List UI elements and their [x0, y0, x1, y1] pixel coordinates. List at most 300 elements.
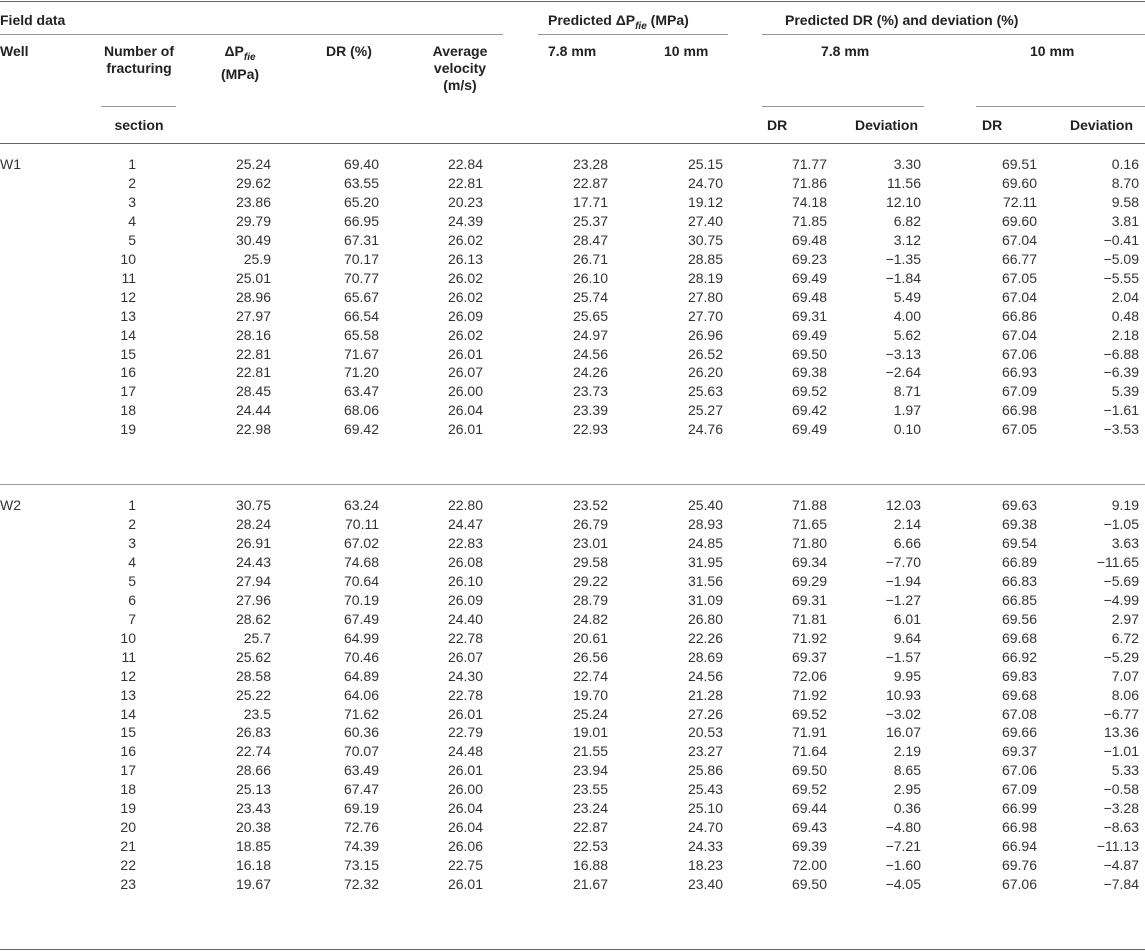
- cell-deviation-10: 5.39: [1111, 383, 1139, 400]
- cell-deviation-78: 3.30: [893, 156, 921, 172]
- predicted-dp-unit: (MPa): [646, 12, 689, 28]
- cell-pred-dr-10: 66.94: [1001, 838, 1037, 855]
- cell-pred-dp-10: 31.09: [687, 591, 723, 608]
- cell-pred-dr-78: 69.50: [791, 345, 827, 362]
- cell-dr: 60.36: [343, 724, 379, 741]
- cell-section: 1: [128, 497, 136, 513]
- cell-pred-dp-78: 24.97: [572, 326, 608, 343]
- cell-pred-dr-78: 69.52: [791, 781, 827, 798]
- dp-fie-subscript: fie: [243, 51, 256, 63]
- cell-section: 11: [121, 648, 136, 665]
- cell-dp-fie: 25.24: [235, 156, 271, 172]
- cell-dp-fie: 22.81: [235, 345, 271, 362]
- cell-deviation-78: 8.65: [893, 762, 921, 779]
- cell-pred-dp-78: 25.65: [572, 307, 608, 324]
- cell-pred-dp-10: 24.33: [687, 838, 723, 855]
- cell-deviation-78: −1.60: [885, 857, 921, 873]
- cell-pred-dp-78: 28.79: [572, 591, 608, 608]
- cell-dr: 67.31: [343, 231, 379, 248]
- cell-pred-dr-78: 69.44: [791, 800, 827, 817]
- cell-pred-dr-10: 66.77: [1001, 250, 1037, 267]
- cell-dr: 63.24: [343, 497, 379, 513]
- cell-dp-fie: 22.98: [235, 421, 271, 438]
- cell-pred-dr-10: 66.99: [1001, 800, 1037, 817]
- cell-pred-dp-10: 24.70: [687, 819, 723, 836]
- cell-pred-dp-10: 25.15: [687, 156, 723, 172]
- cell-pred-dp-10: 24.85: [687, 534, 723, 551]
- cell-section: 14: [120, 326, 136, 343]
- cell-section: 18: [120, 402, 136, 419]
- cell-avg-velocity: 22.84: [447, 156, 483, 172]
- cell-pred-dr-10: 66.93: [1001, 364, 1037, 381]
- cell-pred-dr-78: 71.77: [791, 156, 827, 172]
- cell-deviation-10: −1.61: [1103, 402, 1139, 419]
- cell-avg-velocity: 26.01: [447, 876, 483, 892]
- cell-deviation-78: 0.36: [893, 800, 921, 817]
- cell-pred-dp-78: 23.01: [572, 534, 608, 551]
- header-dr-78: DR: [767, 117, 788, 133]
- cell-section: 4: [128, 212, 136, 229]
- cell-pred-dp-78: 19.70: [572, 686, 608, 703]
- cell-dp-fie: 28.24: [235, 516, 271, 532]
- cell-pred-dp-10: 25.10: [687, 800, 723, 817]
- cell-pred-dp-10: 20.53: [687, 724, 723, 741]
- cell-avg-velocity: 24.39: [447, 212, 483, 229]
- cell-dp-fie: 28.96: [235, 288, 271, 305]
- cell-deviation-78: 5.49: [893, 288, 921, 305]
- cell-dp-fie: 26.83: [235, 724, 271, 741]
- header-bottom-rule: [0, 143, 1145, 144]
- cell-section: 7: [128, 610, 136, 627]
- cell-section: 6: [128, 591, 136, 608]
- cell-pred-dr-10: 69.56: [1001, 610, 1037, 627]
- cell-section: 5: [128, 231, 136, 248]
- cell-deviation-78: 6.01: [893, 610, 921, 627]
- cell-avg-velocity: 24.48: [447, 743, 483, 760]
- cell-pred-dr-78: 69.37: [791, 648, 827, 665]
- cell-section: 13: [120, 686, 136, 703]
- cell-deviation-78: −1.94: [885, 572, 921, 589]
- cell-pred-dp-78: 26.10: [572, 269, 608, 286]
- cell-section: 16: [120, 743, 136, 760]
- cell-pred-dr-78: 69.38: [791, 364, 827, 381]
- cell-dr: 73.15: [343, 857, 379, 873]
- cell-dr: 63.55: [343, 174, 379, 191]
- cell-pred-dp-78: 28.47: [572, 231, 608, 248]
- cell-section: 5: [128, 572, 136, 589]
- cell-dp-fie: 27.96: [235, 591, 271, 608]
- cell-deviation-10: 0.16: [1111, 156, 1139, 172]
- cell-dr: 64.06: [343, 686, 379, 703]
- cell-avg-velocity: 22.78: [447, 629, 483, 646]
- cell-section: 13: [120, 307, 136, 324]
- cell-deviation-10: −4.87: [1103, 857, 1139, 873]
- cell-deviation-10: −6.88: [1103, 345, 1139, 362]
- cell-deviation-10: −5.69: [1103, 572, 1139, 589]
- cell-pred-dr-10: 69.68: [1001, 686, 1037, 703]
- cell-pred-dr-78: 69.23: [791, 250, 827, 267]
- cell-dr: 65.58: [343, 326, 379, 343]
- cell-pred-dp-78: 20.61: [572, 629, 608, 646]
- cell-deviation-78: 5.62: [893, 326, 921, 343]
- cell-dr: 66.54: [343, 307, 379, 324]
- cell-pred-dr-78: 71.92: [791, 686, 827, 703]
- cell-avg-velocity: 26.04: [447, 402, 483, 419]
- cell-deviation-78: 12.03: [885, 497, 921, 513]
- cell-dp-fie: 20.38: [235, 819, 271, 836]
- cell-dp-fie: 18.85: [235, 838, 271, 855]
- cell-pred-dp-10: 28.85: [687, 250, 723, 267]
- cell-dr: 70.07: [343, 743, 379, 760]
- cell-pred-dp-78: 29.58: [572, 553, 608, 570]
- cell-pred-dr-78: 71.64: [791, 743, 827, 760]
- cell-pred-dr-10: 69.37: [1001, 743, 1037, 760]
- cell-deviation-10: −1.01: [1103, 743, 1139, 760]
- cell-deviation-10: −5.09: [1103, 250, 1139, 267]
- cell-deviation-78: −1.35: [885, 250, 921, 267]
- cell-pred-dp-78: 24.56: [572, 345, 608, 362]
- group-separator: [0, 484, 1145, 485]
- cell-pred-dp-78: 22.87: [572, 174, 608, 191]
- header-dr: DR (%): [326, 43, 372, 59]
- cell-dr: 67.02: [343, 534, 379, 551]
- cell-pred-dp-10: 22.26: [687, 629, 723, 646]
- cell-pred-dr-78: 71.92: [791, 629, 827, 646]
- header-field-data: Field data: [0, 12, 66, 28]
- cell-avg-velocity: 26.10: [447, 572, 483, 589]
- cell-section: 12: [120, 288, 136, 305]
- cell-dp-fie: 25.01: [235, 269, 271, 286]
- cell-deviation-10: 2.18: [1111, 326, 1139, 343]
- cell-deviation-78: 4.00: [893, 307, 921, 324]
- cell-pred-dp-78: 25.74: [572, 288, 608, 305]
- cell-dr: 69.40: [343, 156, 379, 172]
- cell-deviation-78: 1.97: [893, 402, 921, 419]
- cell-deviation-10: −3.28: [1103, 800, 1139, 817]
- cell-avg-velocity: 26.00: [447, 383, 483, 400]
- cell-pred-dp-10: 30.75: [687, 231, 723, 248]
- cell-pred-dr-10: 67.09: [1001, 383, 1037, 400]
- cell-deviation-10: −5.29: [1103, 648, 1139, 665]
- cell-deviation-10: 3.81: [1111, 212, 1139, 229]
- cell-avg-velocity: 26.07: [447, 364, 483, 381]
- cell-section: 1: [128, 156, 136, 172]
- cell-pred-dr-78: 69.29: [791, 572, 827, 589]
- cell-pred-dp-78: 22.93: [572, 421, 608, 438]
- cell-avg-velocity: 26.04: [447, 800, 483, 817]
- cell-avg-velocity: 26.02: [447, 326, 483, 343]
- cell-pred-dp-10: 24.76: [687, 421, 723, 438]
- header-predicted-dp: [548, 12, 689, 35]
- cell-deviation-10: −11.13: [1096, 838, 1139, 855]
- cell-deviation-10: 7.07: [1111, 667, 1139, 684]
- predicted-dp-label: Predicted ΔP: [548, 12, 636, 28]
- cell-pred-dr-10: 69.60: [1001, 212, 1037, 229]
- cell-pred-dp-78: 26.56: [572, 648, 608, 665]
- cell-pred-dr-78: 69.39: [791, 838, 827, 855]
- cell-pred-dp-78: 23.24: [572, 800, 608, 817]
- cell-pred-dr-10: 67.04: [1001, 288, 1037, 305]
- cell-avg-velocity: 26.02: [447, 231, 483, 248]
- cell-avg-velocity: 26.09: [447, 591, 483, 608]
- cell-avg-velocity: 26.02: [447, 269, 483, 286]
- cell-avg-velocity: 22.75: [447, 857, 483, 873]
- cell-dp-fie: 24.44: [235, 402, 271, 419]
- cell-dr: 71.20: [343, 364, 379, 381]
- fracturing-underline: [101, 106, 176, 107]
- cell-pred-dr-10: 67.06: [1001, 345, 1037, 362]
- cell-pred-dr-10: 67.09: [1001, 781, 1037, 798]
- cell-pred-dr-78: 69.50: [791, 762, 827, 779]
- cell-deviation-78: 11.56: [887, 174, 921, 191]
- cell-section: 17: [120, 383, 136, 400]
- cell-pred-dr-78: 71.81: [791, 610, 827, 627]
- cell-dp-fie: 23.86: [235, 193, 271, 210]
- cell-dp-fie: 22.74: [235, 743, 271, 760]
- cell-deviation-78: −4.05: [885, 876, 921, 892]
- cell-deviation-10: 8.70: [1111, 174, 1139, 191]
- cell-pred-dp-10: 27.80: [687, 288, 723, 305]
- cell-deviation-10: −8.63: [1103, 819, 1139, 836]
- dp-fie-label: ΔP: [224, 43, 244, 59]
- bottom-rule: [0, 949, 1145, 950]
- cell-pred-dr-10: 69.60: [1001, 174, 1037, 191]
- cell-deviation-10: −4.99: [1103, 591, 1139, 608]
- cell-pred-dr-78: 69.34: [791, 553, 827, 570]
- cell-pred-dp-78: 23.73: [572, 383, 608, 400]
- cell-pred-dp-78: 23.52: [572, 497, 608, 513]
- cell-pred-dp-10: 18.23: [687, 857, 723, 873]
- cell-pred-dp-10: 28.69: [687, 648, 723, 665]
- cell-pred-dp-78: 23.55: [572, 781, 608, 798]
- cell-pred-dp-10: 23.40: [687, 876, 723, 892]
- cell-dr: 74.39: [343, 838, 379, 855]
- cell-pred-dr-10: 67.05: [1001, 421, 1037, 438]
- dr78-rule: [762, 106, 924, 107]
- cell-pred-dp-78: 16.88: [572, 857, 608, 873]
- cell-pred-dp-78: 26.71: [572, 250, 608, 267]
- header-section: section: [114, 117, 164, 133]
- cell-deviation-10: 5.33: [1111, 762, 1139, 779]
- cell-deviation-10: −6.39: [1103, 364, 1139, 381]
- cell-pred-dp-10: 28.93: [687, 516, 723, 532]
- cell-pred-dr-10: 69.63: [1001, 497, 1037, 513]
- cell-dr: 70.46: [343, 648, 379, 665]
- cell-pred-dp-78: 23.28: [572, 156, 608, 172]
- cell-avg-velocity: 24.47: [447, 516, 483, 532]
- cell-pred-dr-78: 74.18: [791, 193, 827, 210]
- cell-dp-fie: 28.58: [235, 667, 271, 684]
- cell-avg-velocity: 26.08: [447, 553, 483, 570]
- cell-deviation-10: −3.53: [1103, 421, 1139, 438]
- cell-avg-velocity: 26.01: [447, 762, 483, 779]
- cell-pred-dr-78: 72.00: [791, 857, 827, 873]
- cell-deviation-10: 2.04: [1111, 288, 1139, 305]
- cell-deviation-10: −6.77: [1103, 705, 1139, 722]
- cell-pred-dp-10: 27.26: [687, 705, 723, 722]
- cell-dp-fie: 29.79: [235, 212, 271, 229]
- cell-deviation-78: −7.70: [885, 553, 921, 570]
- cell-pred-dr-10: 66.98: [1001, 402, 1037, 419]
- cell-dp-fie: 25.13: [235, 781, 271, 798]
- cell-avg-velocity: 26.04: [447, 819, 483, 836]
- header-well: Well: [0, 43, 29, 59]
- cell-dp-fie: 22.81: [235, 364, 271, 381]
- cell-dr: 72.32: [343, 876, 379, 892]
- cell-pred-dr-78: 69.31: [791, 591, 827, 608]
- cell-pred-dp-78: 26.79: [572, 516, 608, 532]
- cell-pred-dr-78: 71.85: [791, 212, 827, 229]
- cell-dr: 68.06: [343, 402, 379, 419]
- cell-deviation-10: 6.72: [1111, 629, 1139, 646]
- cell-pred-dp-78: 22.87: [572, 819, 608, 836]
- cell-avg-velocity: 26.01: [447, 421, 483, 438]
- cell-deviation-78: −1.57: [885, 648, 921, 665]
- cell-pred-dr-10: 69.66: [1001, 724, 1037, 741]
- cell-section: 22: [120, 857, 136, 873]
- cell-deviation-78: −3.02: [885, 705, 921, 722]
- cell-deviation-78: −7.21: [885, 838, 921, 855]
- cell-pred-dp-10: 21.28: [687, 686, 723, 703]
- cell-dp-fie: 24.43: [235, 553, 271, 570]
- cell-pred-dp-78: 25.37: [572, 212, 608, 229]
- cell-section: 17: [120, 762, 136, 779]
- cell-section: 10: [120, 629, 136, 646]
- header-deviation-10: Deviation: [1070, 117, 1134, 133]
- cell-pred-dr-10: 69.76: [1001, 857, 1037, 873]
- cell-deviation-78: 6.82: [893, 212, 921, 229]
- cell-dp-fie: 30.75: [235, 497, 271, 513]
- cell-deviation-78: 2.19: [893, 743, 921, 760]
- cell-dr: 64.99: [343, 629, 379, 646]
- cell-section: 19: [120, 421, 136, 438]
- cell-deviation-78: 16.07: [885, 724, 921, 741]
- cell-section: 11: [121, 269, 136, 286]
- cell-pred-dr-78: 69.49: [791, 269, 827, 286]
- cell-pred-dp-10: 26.52: [687, 345, 723, 362]
- cell-dp-fie: 28.66: [235, 762, 271, 779]
- cell-deviation-10: 8.06: [1111, 686, 1139, 703]
- cell-pred-dr-10: 67.06: [1001, 762, 1037, 779]
- predicted-dr-rule: [762, 34, 1145, 35]
- cell-pred-dp-10: 25.63: [687, 383, 723, 400]
- cell-pred-dp-78: 29.22: [572, 572, 608, 589]
- cell-pred-dr-78: 71.91: [791, 724, 827, 741]
- cell-pred-dr-10: 67.05: [1001, 269, 1037, 286]
- header-dr-10: DR: [982, 117, 1003, 133]
- cell-dp-fie: 30.49: [235, 231, 271, 248]
- cell-pred-dp-10: 26.96: [687, 326, 723, 343]
- cell-pred-dp-10: 27.40: [687, 212, 723, 229]
- cell-section: 21: [120, 838, 136, 855]
- cell-pred-dp-10: 31.56: [687, 572, 723, 589]
- cell-pred-dr-78: 69.49: [791, 326, 827, 343]
- cell-pred-dp-10: 26.20: [687, 364, 723, 381]
- cell-deviation-78: 0.10: [893, 421, 921, 438]
- cell-section: 3: [128, 193, 136, 210]
- cell-dp-fie: 23.5: [243, 705, 271, 722]
- cell-dr: 69.42: [343, 421, 379, 438]
- cell-deviation-10: 2.97: [1111, 610, 1139, 627]
- cell-pred-dp-78: 25.24: [572, 705, 608, 722]
- cell-dp-fie: 28.45: [235, 383, 271, 400]
- header-avg-velocity: Average velocity (m/s): [432, 43, 488, 93]
- cell-section: 18: [120, 781, 136, 798]
- cell-pred-dp-78: 22.53: [572, 838, 608, 855]
- cell-pred-dp-10: 25.27: [687, 402, 723, 419]
- cell-pred-dr-78: 71.88: [791, 497, 827, 513]
- cell-deviation-10: 13.36: [1103, 724, 1139, 741]
- cell-pred-dp-10: 23.27: [687, 743, 723, 760]
- cell-dr: 66.95: [343, 212, 379, 229]
- cell-pred-dr-78: 71.86: [791, 174, 827, 191]
- cell-section: 3: [128, 534, 136, 551]
- cell-dr: 65.67: [343, 288, 379, 305]
- cell-dr: 72.76: [343, 819, 379, 836]
- cell-dp-fie: 16.18: [235, 857, 271, 873]
- cell-dr: 70.17: [343, 250, 379, 267]
- cell-pred-dp-10: 25.40: [687, 497, 723, 513]
- cell-pred-dr-10: 69.54: [1001, 534, 1037, 551]
- cell-dp-fie: 25.7: [243, 629, 271, 646]
- cell-avg-velocity: 26.00: [447, 781, 483, 798]
- cell-dp-fie: 29.62: [235, 174, 271, 191]
- cell-pred-dr-78: 69.48: [791, 288, 827, 305]
- cell-avg-velocity: 22.83: [447, 534, 483, 551]
- cell-pred-dr-78: 69.49: [791, 421, 827, 438]
- cell-section: 20: [120, 819, 136, 836]
- cell-pred-dr-10: 66.86: [1001, 307, 1037, 324]
- cell-pred-dr-78: 69.50: [791, 876, 827, 892]
- cell-pred-dp-78: 17.71: [572, 193, 608, 210]
- well-label: W1: [0, 156, 21, 172]
- cell-avg-velocity: 22.79: [447, 724, 483, 741]
- cell-deviation-78: −1.84: [885, 269, 921, 286]
- cell-section: 19: [120, 800, 136, 817]
- cell-pred-dr-78: 72.06: [791, 667, 827, 684]
- cell-dp-fie: 28.16: [235, 326, 271, 343]
- cell-section: 2: [128, 174, 136, 191]
- cell-deviation-78: 9.64: [893, 629, 921, 646]
- cell-section: 10: [120, 250, 136, 267]
- cell-pred-dp-10: 25.86: [687, 762, 723, 779]
- cell-dr: 67.47: [343, 781, 379, 798]
- cell-pred-dp-78: 22.74: [572, 667, 608, 684]
- cell-section: 4: [128, 553, 136, 570]
- field-data-rule: [0, 34, 503, 35]
- cell-avg-velocity: 22.78: [447, 686, 483, 703]
- cell-pred-dr-10: 66.98: [1001, 819, 1037, 836]
- cell-avg-velocity: 26.06: [447, 838, 483, 855]
- top-rule: [0, 1, 1145, 2]
- cell-pred-dp-78: 19.01: [572, 724, 608, 741]
- cell-pred-dr-78: 69.52: [791, 705, 827, 722]
- cell-pred-dp-10: 26.80: [687, 610, 723, 627]
- cell-section: 15: [120, 345, 136, 362]
- cell-pred-dp-10: 24.70: [687, 174, 723, 191]
- cell-dr: 74.68: [343, 553, 379, 570]
- cell-pred-dp-10: 28.19: [687, 269, 723, 286]
- cell-deviation-78: 6.66: [893, 534, 921, 551]
- dp-fie-unit: (MPa): [220, 65, 260, 82]
- cell-avg-velocity: 24.40: [447, 610, 483, 627]
- cell-pred-dp-10: 31.95: [687, 553, 723, 570]
- cell-pred-dr-78: 69.42: [791, 402, 827, 419]
- cell-pred-dr-10: 69.51: [1001, 156, 1037, 172]
- cell-deviation-78: −1.27: [885, 591, 921, 608]
- cell-dr: 71.62: [343, 705, 379, 722]
- cell-dr: 70.19: [343, 591, 379, 608]
